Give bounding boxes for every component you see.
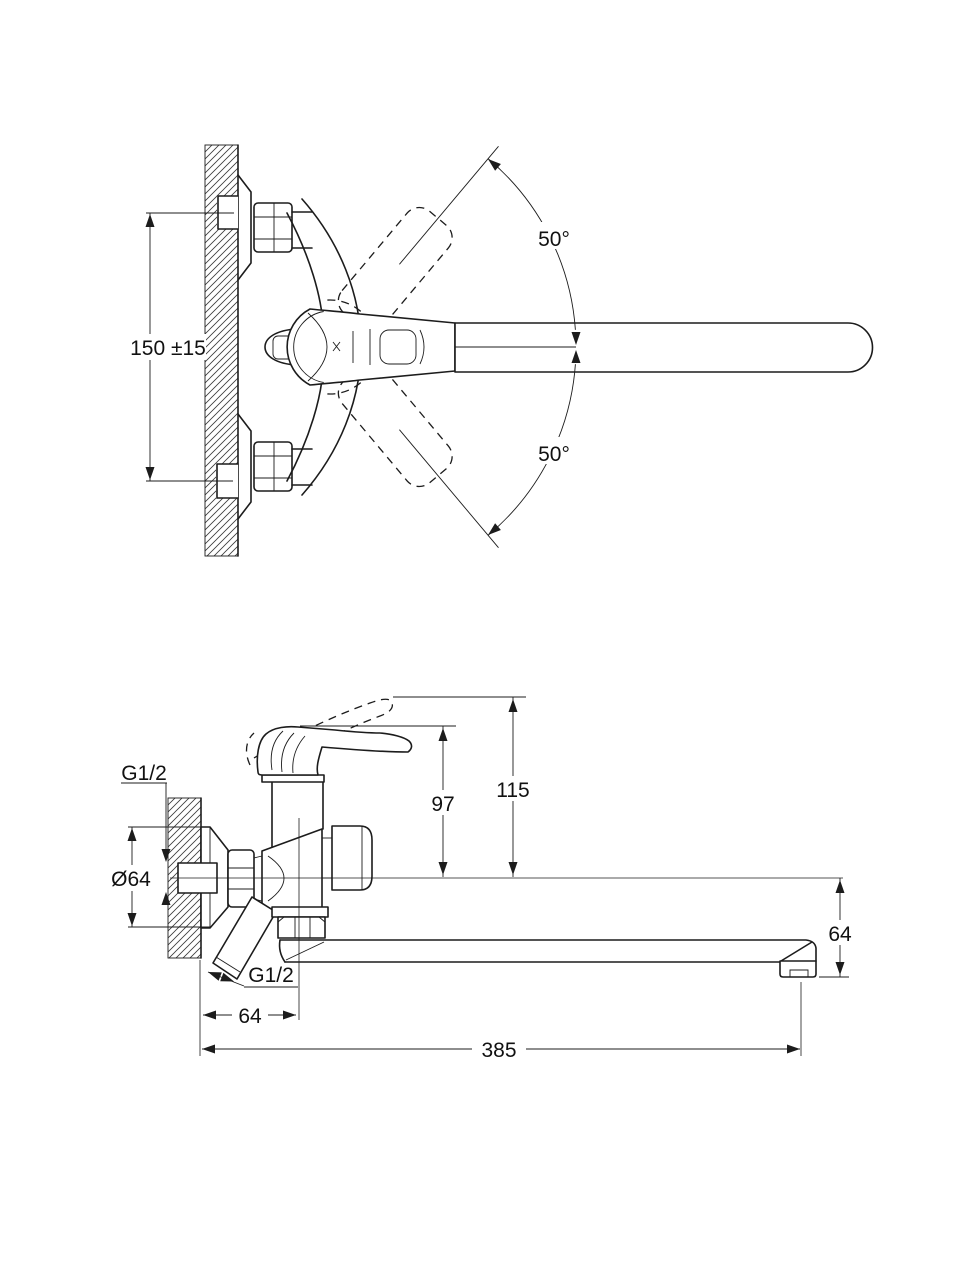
spout-outlet xyxy=(780,961,816,977)
spout-union-nut xyxy=(272,907,328,938)
union-nut-side xyxy=(228,850,254,907)
spout-height-dimension xyxy=(819,878,858,977)
dim-spout-height: 64 xyxy=(828,923,852,946)
spout-top-view xyxy=(455,323,873,372)
wall-to-axis-dimension xyxy=(203,1003,296,1028)
dim-escutcheon-diameter: Ø64 xyxy=(111,868,151,891)
raised-handle-height-dimension xyxy=(393,697,536,877)
dim-swivel-down: 50° xyxy=(538,443,570,466)
union-bottom xyxy=(238,414,312,519)
union-top xyxy=(238,175,312,280)
supply-pipe-top xyxy=(217,196,238,229)
top-view xyxy=(130,145,873,556)
diverter-knob xyxy=(322,826,372,890)
spout-reach-dimension xyxy=(202,1037,800,1062)
handle-collar xyxy=(262,775,324,782)
side-view xyxy=(106,697,858,1062)
dim-swivel-up: 50° xyxy=(538,228,570,251)
dim-wall-to-spout-axis: 64 xyxy=(238,1005,262,1028)
dim-height-handle-down: 97 xyxy=(431,793,455,816)
handle-side-view xyxy=(257,727,411,775)
dim-spout-reach: 385 xyxy=(481,1039,517,1062)
dim-pipe-spacing: 150 ±15 xyxy=(130,337,206,360)
dim-shower-thread: G1/2 xyxy=(248,964,294,987)
valve-body-side xyxy=(254,775,324,925)
dim-inlet-thread: G1/2 xyxy=(121,762,167,785)
spout-side-view xyxy=(280,940,816,977)
handle-top-view xyxy=(287,309,455,385)
dim-height-handle-up: 115 xyxy=(496,779,530,802)
